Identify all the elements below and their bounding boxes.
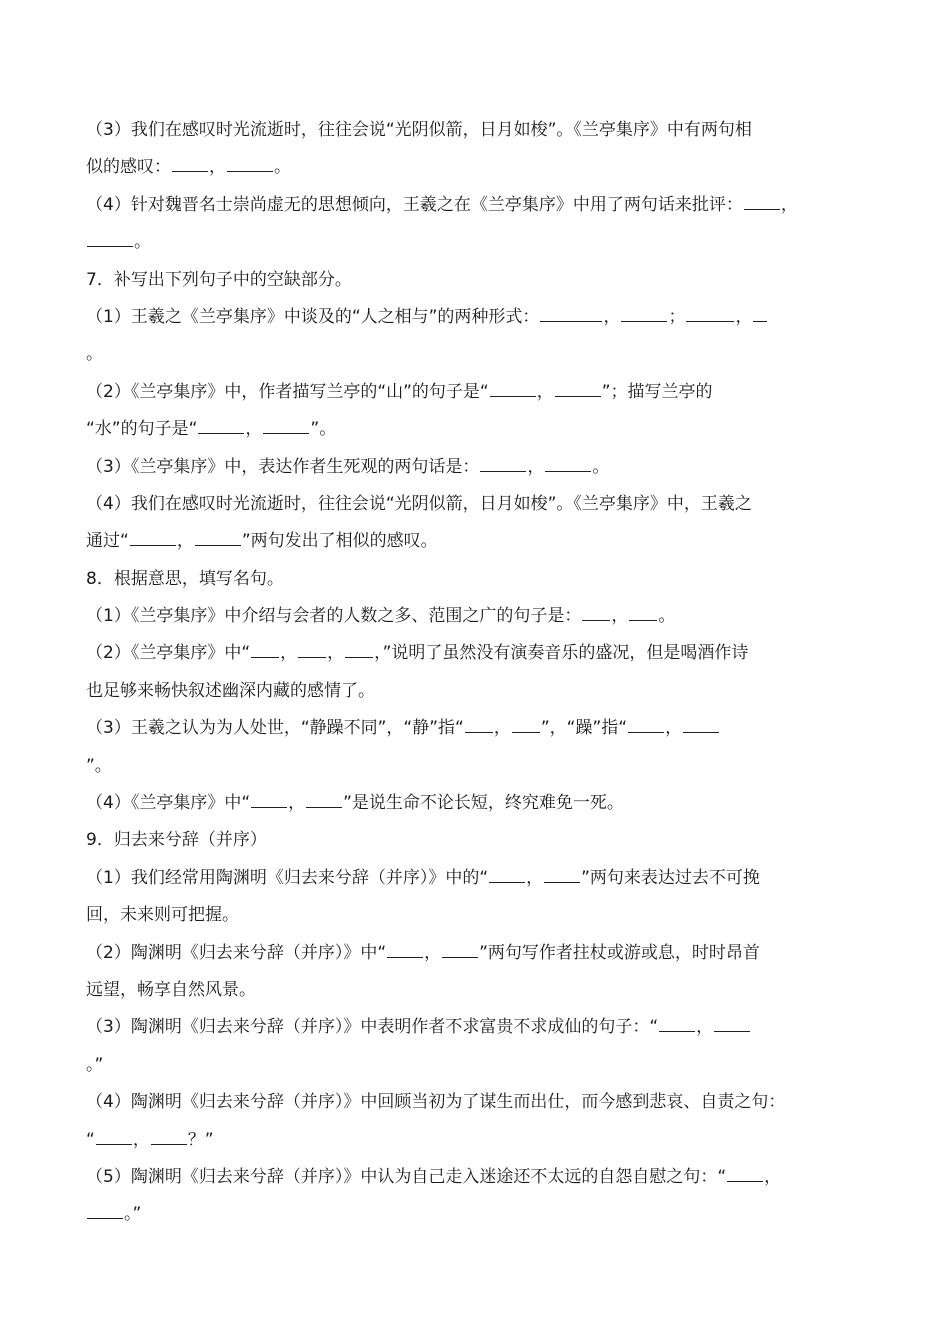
answer-blank[interactable] — [96, 1126, 132, 1145]
answer-blank[interactable] — [582, 602, 610, 621]
answer-blank[interactable] — [555, 378, 601, 397]
document-page — [86, 112, 866, 1234]
q8-3-line1: （3）王羲之认为为人处世，“静躁不同”，“静”指“ ， ”，“躁”指“ ， — [86, 710, 866, 747]
answer-blank[interactable] — [172, 153, 208, 172]
answer-blank[interactable] — [683, 714, 719, 733]
q9-4-line2: “ ， ？” — [86, 1122, 866, 1159]
answer-blank[interactable] — [298, 639, 326, 658]
q8-4-line1: （4）《兰亭集序》中“ ， ”是说生命不论长短，终究难免一死。 — [86, 785, 866, 822]
answer-blank[interactable] — [512, 714, 540, 733]
q6-4-line1: （4）针对魏晋名士崇尚虚无的思想倾向，王羲之在《兰亭集序》中用了两句话来批评： ， — [86, 187, 866, 224]
answer-blank[interactable] — [442, 939, 478, 958]
answer-blank[interactable] — [87, 228, 133, 247]
answer-blank[interactable] — [621, 303, 667, 322]
answer-blank[interactable] — [629, 602, 657, 621]
q9-1-line1: （1）我们经常用陶渊明《归去来兮辞（并序）》中的“ ， ”两句来表达过去不可挽 — [86, 860, 866, 897]
q9-4-line1: （4）陶渊明《归去来兮辞（并序）》中回顾当初为了谋生而出仕，而今感到悲哀、自责之句： — [86, 1092, 786, 1113]
answer-blank[interactable] — [195, 527, 241, 546]
answer-blank[interactable] — [387, 939, 423, 958]
answer-blank[interactable] — [306, 789, 342, 808]
answer-blank[interactable] — [744, 191, 780, 210]
answer-blank[interactable] — [489, 864, 525, 883]
answer-blank[interactable] — [480, 453, 526, 472]
q7-4-line1: （4）我们在感叹时光流逝时，往往会说“光阴似箭，日月如梭”。《兰亭集序》中，王羲之 — [86, 493, 752, 514]
q9-3-line1: （3）陶渊明《归去来兮辞（并序）》中表明作者不求富贵不求成仙的句子：“ ， — [86, 1009, 866, 1046]
q7-4-line2: 通过“ ， ”两句发出了相似的感叹。 — [86, 523, 866, 560]
answer-blank[interactable] — [544, 864, 580, 883]
answer-blank[interactable] — [345, 639, 373, 658]
answer-blank[interactable] — [151, 1126, 187, 1145]
answer-blank[interactable] — [198, 415, 244, 434]
answer-blank[interactable] — [628, 714, 664, 733]
answer-blank[interactable] — [130, 527, 176, 546]
q8-2-line1: （2）《兰亭集序》中“ ， ， ，”说明了虽然没有演奏音乐的盛况，但是喝酒作诗 — [86, 635, 866, 672]
q6-3-line2: 似的感叹： ， 。 — [86, 149, 866, 186]
q9-5-line1: （5）陶渊明《归去来兮辞（并序）》中认为自己走入迷途还不太远的自怨自慰之句：“ ， — [86, 1159, 866, 1196]
answer-blank[interactable] — [727, 1163, 763, 1182]
q8-heading: 8．根据意思，填写名句。 — [86, 568, 284, 589]
answer-blank[interactable] — [659, 1013, 695, 1032]
answer-blank[interactable] — [686, 303, 734, 322]
q9-1-line2: 回，未来则可把握。 — [86, 905, 239, 926]
answer-blank[interactable] — [227, 153, 273, 172]
answer-blank[interactable] — [753, 303, 767, 322]
q9-2-line2: 远望，畅享自然风景。 — [86, 979, 256, 1000]
q6-3-line1: （3）我们在感叹时光流逝时，往往会说“光阴似箭，日月如梭”。《兰亭集序》中有两句相 — [86, 120, 752, 140]
q7-2-line2: “水”的句子是“ ， ”。 — [86, 411, 866, 448]
q9-5-line2: 。” — [86, 1196, 866, 1233]
q7-3-line1: （3）《兰亭集序》中，表达作者生死观的两句话是： ， 。 — [86, 449, 866, 486]
q6-4-line2: 。 — [86, 224, 866, 261]
answer-blank[interactable] — [714, 1013, 750, 1032]
q8-2-line2: 也足够来畅快叙述幽深内藏的感情了。 — [86, 680, 375, 701]
q7-heading: 7．补写出下列句子中的空缺部分。 — [86, 269, 352, 290]
answer-blank[interactable] — [87, 1200, 123, 1219]
answer-blank[interactable] — [490, 378, 536, 397]
q7-1-line2: 。 — [86, 344, 103, 365]
answer-blank[interactable] — [251, 789, 287, 808]
answer-blank[interactable] — [251, 639, 279, 658]
q8-3-line2: ”。 — [86, 755, 112, 776]
answer-blank[interactable] — [465, 714, 493, 733]
q7-2-line1: （2）《兰亭集序》中，作者描写兰亭的“山”的句子是“ ， ”；描写兰亭的 — [86, 374, 866, 411]
answer-blank[interactable] — [540, 303, 602, 322]
q9-2-line1: （2）陶渊明《归去来兮辞（并序）》中“ ， ”两句写作者拄杖或游或息，时时昂首 — [86, 935, 866, 972]
answer-blank[interactable] — [545, 453, 591, 472]
answer-blank[interactable] — [263, 415, 309, 434]
q8-1-line1: （1）《兰亭集序》中介绍与会者的人数之多、范围之广的句子是： ， 。 — [86, 598, 866, 635]
q7-1-line1: （1）王羲之《兰亭集序》中谈及的“人之相与”的两种形式： ， ； ， — [86, 299, 866, 336]
q9-heading: 9．归去来兮辞（并序） — [86, 830, 267, 851]
q9-3-line2: 。” — [86, 1054, 104, 1075]
